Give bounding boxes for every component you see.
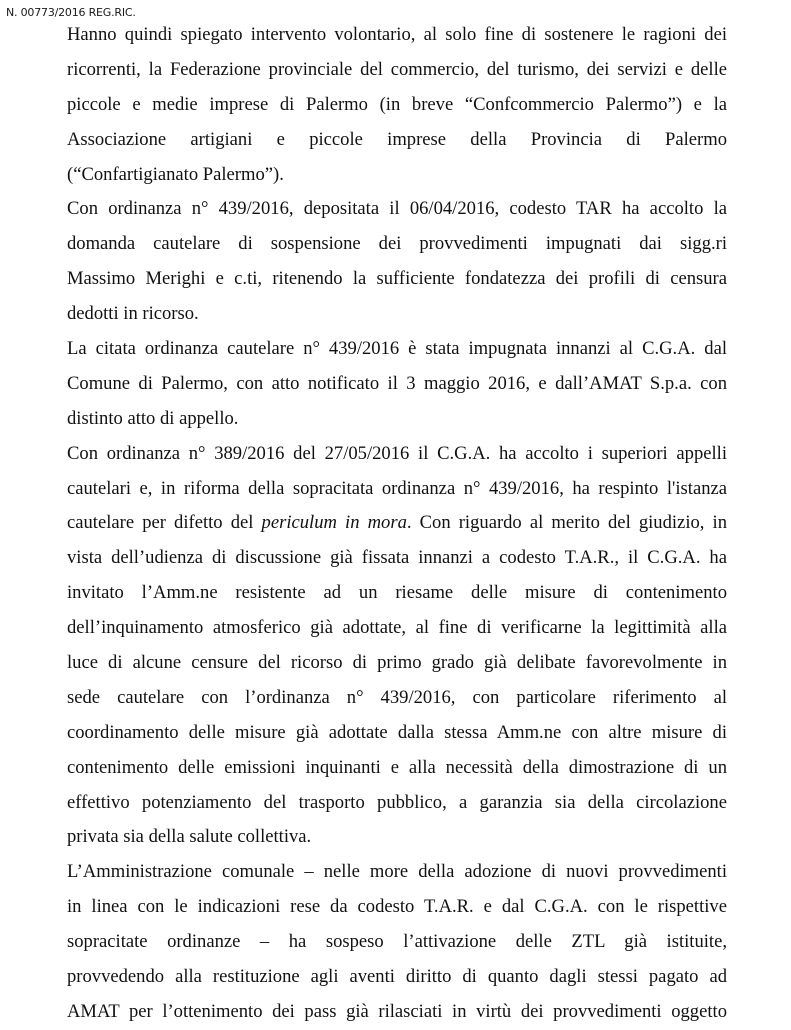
text-line: ricorrenti, la Federazione provinciale del commercio, del turismo, dei servizi e delle bbox=[67, 58, 727, 80]
italic-latin-term: periculum in mora bbox=[261, 512, 407, 534]
paragraph-interventions bbox=[67, 18, 727, 192]
text-line: dedotti in ricorso. bbox=[67, 303, 199, 325]
text-line: distinto atto di appello. bbox=[67, 407, 239, 429]
text-line: invitato l’Amm.ne resistente ad un riesame delle misure di contenimento bbox=[67, 582, 727, 604]
text-line: contenimento delle emissioni inquinanti e alla necessità della dimostrazione di un bbox=[67, 756, 727, 778]
text-line: piccole e medie imprese di Palermo (in breve “Confcommercio Palermo”) e la bbox=[67, 93, 727, 115]
text-line: dell’inquinamento atmosferico già adottate, al fine di verificarne la legittimità alla bbox=[67, 617, 727, 639]
text-line: domanda cautelare di sospensione dei provvedimenti impugnati dai sigg.ri bbox=[67, 233, 727, 255]
text-line: coordinamento delle misure già adottate dalla stessa Amm.ne con altre misure di bbox=[67, 721, 727, 743]
text-line: Associazione artigiani e piccole imprese della Provincia di Palermo bbox=[67, 128, 727, 150]
text-line: luce di alcune censure del ricorso di primo grado già delibate favorevolmente in bbox=[67, 652, 727, 674]
text-segment: . Con riguardo al merito del giudizio, in bbox=[406, 512, 727, 534]
text-line: vista dell’udienza di discussione già fissata innanzi a codesto T.A.R., il C.G.A. ha bbox=[67, 547, 727, 569]
text-line: in linea con le indicazioni rese da codesto T.A.R. e dal C.G.A. con le rispettive bbox=[67, 896, 727, 918]
text-line: sede cautelare con l’ordinanza n° 439/2016, con particolare riferimento al bbox=[67, 686, 727, 708]
text-line: sopracitate ordinanze – ha sospeso l’attivazione delle ZTL già istituite, bbox=[67, 931, 727, 953]
case-reference-number: N. 00773/2016 REG.RIC. bbox=[6, 6, 136, 19]
document-body bbox=[67, 18, 727, 1030]
text-line: cautelari e, in riforma della sopracitata ordinanza n° 439/2016, ha respinto l'istanza bbox=[67, 477, 727, 499]
paragraph-administration bbox=[67, 855, 727, 1029]
text-line: AMAT per l’ottenimento dei pass già rilasciati in virtù dei provvedimenti oggetto bbox=[67, 1000, 727, 1022]
text-line: privata sia della salute collettiva. bbox=[67, 826, 312, 848]
text-line: effettivo potenziamento del trasporto pubblico, a garanzia sia della circolazione bbox=[67, 791, 727, 813]
text-line: provvedendo alla restituzione agli aventi diritto di quanto dagli stessi pagato ad bbox=[67, 966, 727, 988]
text-line: La citata ordinanza cautelare n° 439/2016 è stata impugnata innanzi al C.G.A. dal bbox=[67, 338, 727, 360]
text-line: Con ordinanza n° 389/2016 del 27/05/2016 il C.G.A. ha accolto i superiori appelli bbox=[67, 442, 727, 464]
text-line: Con ordinanza n° 439/2016, depositata il 06/04/2016, codesto TAR ha accolto la bbox=[67, 198, 727, 220]
paragraph-cga-ordinance bbox=[67, 437, 727, 856]
text-line: Massimo Merighi e c.ti, ritenendo la sufficiente fondatezza dei profili di censura bbox=[67, 268, 727, 290]
text-segment: cautelare per difetto del bbox=[67, 512, 262, 534]
paragraph-tar-ordinance bbox=[67, 192, 727, 332]
text-line-with-italic bbox=[67, 506, 727, 541]
text-line: Hanno quindi spiegato intervento volontario, al solo fine di sostenere le ragioni dei bbox=[67, 24, 727, 45]
text-line: L’Amministrazione comunale – nelle more della adozione di nuovi provvedimenti bbox=[67, 861, 727, 883]
text-line: (“Confartigianato Palermo”). bbox=[67, 163, 284, 185]
paragraph-appeal bbox=[67, 332, 727, 437]
text-line: Comune di Palermo, con atto notificato il 3 maggio 2016, e dall’AMAT S.p.a. con bbox=[67, 372, 727, 394]
